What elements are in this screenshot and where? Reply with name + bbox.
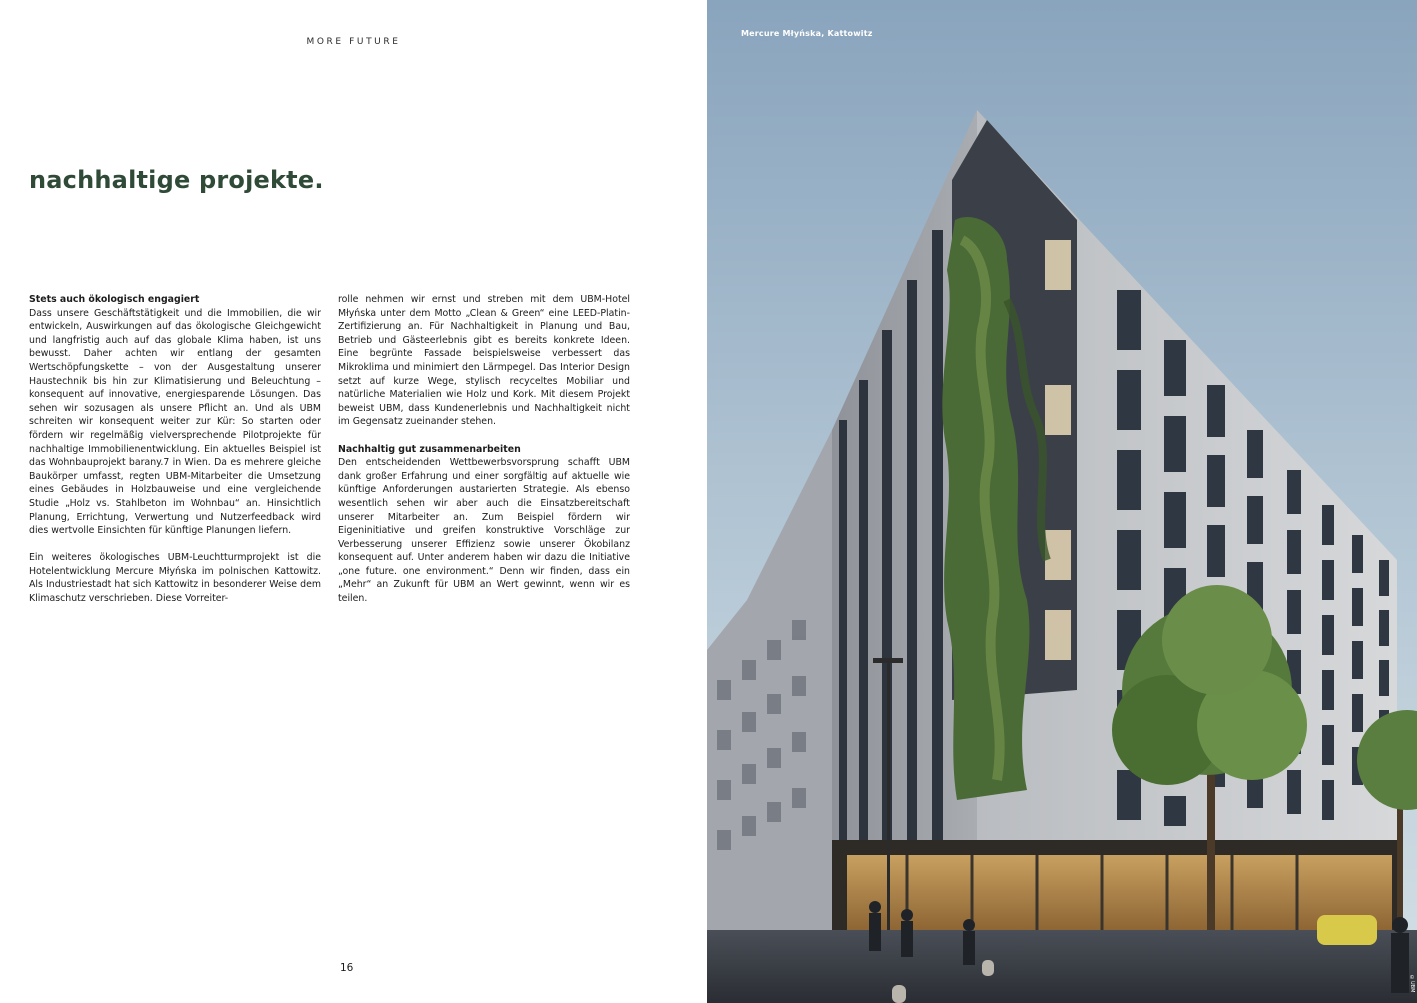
body-paragraph: Den entscheidenden Wettbewerbsvorsprung schafft UBM dank großer Erfahrung und einer sorgfältig auf aktuelle wie künftige Anforderungen austarierten Strategie. Als ebenso wesentlich sehen wir aber auch die Einsatzbereitschaft unserer Mitarbeiter an. Zum Beispiel fördern wir Eigeninitiative und greifen konstruktive Vorschläge zur Verbesserung unserer Effizienz sowie unserer Ökobilanz konsequent auf. Unter anderem haben wir dazu die Initiative „one future. one environment.“ Denn wir finden, dass ein „Mehr“ an Zukunft für UBM an Wert gewinnt, wenn wir es teilen.: [338, 457, 630, 605]
body-paragraph: Ein weiteres ökologisches UBM-Leuchtturmprojekt ist die Hotelentwicklung Mercure Młyńska im polnischen Kattowitz. Als Industriestadt hat sich Kattowitz in besonderer Weise dem Klimaschutz verschrieben. Diese Vorreiter-: [29, 552, 321, 605]
building-photo: [707, 0, 1417, 1003]
car: [1317, 915, 1377, 945]
photo-caption: Mercure Młyńska, Kattowitz: [741, 29, 873, 38]
running-header: MORE FUTURE: [306, 37, 401, 47]
section-heading-ecology: Stets auch ökologisch engagiert: [29, 294, 200, 305]
section-heading-cooperation: Nachhaltig gut zusammenarbeiten: [338, 443, 521, 455]
text-column-1: [29, 293, 321, 606]
street-lamp: [887, 660, 890, 930]
photo-credit: ©UBM: [1409, 975, 1415, 993]
left-page: [0, 0, 707, 1003]
body-paragraph: rolle nehmen wir ernst und streben mit dem UBM-Hotel Młyńska unter dem Motto „Clean & Green“ eine LEED-Platin-Zertifizierung an. Für Nachhaltigkeit in Planung und Bau, Betrieb und Gästeerlebnis gibt es bereits konkrete Ideen. Eine begrünte Fassade beispielsweise verbessert das Mikroklima und minimiert den Lärmpegel. Das Interior Design setzt auf kurze Wege, stylisch recyceltes Mobiliar und natürliche Materialien wie Holz und Kork. Mit diesem Projekt beweist UBM, dass Kundenerlebnis und Nachhaltigkeit nicht im Gegensatz zueinander stehen.: [338, 294, 630, 428]
shop-windows: [847, 855, 1392, 935]
right-page: [707, 0, 1417, 1003]
page-title: nachhaltige projekte.: [29, 166, 324, 194]
street: [707, 930, 1417, 1003]
text-column-2: [338, 293, 630, 606]
body-paragraph: Dass unsere Geschäftstätigkeit und die Immobilien, die wir entwickeln, Auswirkungen auf das ökologische Gleichgewicht und langfristig auch auf das globale Klima haben, ist uns bewusst. Daher achten wir entlang der gesamten Wertschöpfungskette – von der Ausgestaltung unserer Haustechnik bis hin zur Klimatisierung und Beleuchtung – konsequent auf innovative, energiesparende Lösungen. Das sehen wir sozusagen als unsere Pflicht an. Und als UBM schreiten wir konsequent weiter zur Kür: So starten oder fördern wir regelmäßig vielversprechende Pilotprojekte für nachhaltige Immobilienentwicklung. Ein aktuelles Beispiel ist das Wohnbauprojekt barany.7 in Wien. Da es mehrere gleiche Baukörper umfasst, regten UBM-Mitarbeiter die Umsetzung eines Gebäudes in Holzbauweise und eine vergleichende Studie „Holz vs. Stahlbeton im Wohnbau“ an. Hinsichtlich Planung, Errichtung, Verwertung und Nutzerfeedback wird dies wertvolle Einsichten für künftige Planungen liefern.: [29, 307, 321, 537]
page-number: 16: [340, 962, 354, 974]
